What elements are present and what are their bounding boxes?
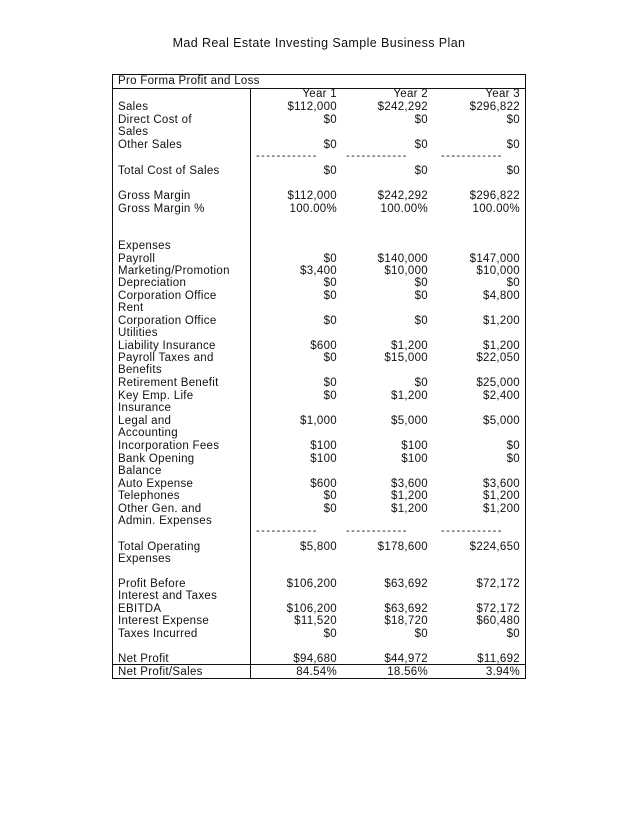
- row-label: Net Profit: [118, 653, 169, 665]
- row-value: $72,172: [476, 578, 520, 590]
- row-value: $3,600: [391, 478, 428, 490]
- row-value: $178,600: [377, 541, 428, 553]
- row-value: $1,200: [391, 503, 428, 515]
- row-value: $1,200: [483, 315, 520, 327]
- row-value: $22,050: [476, 352, 520, 364]
- row-value: 84.54%: [296, 666, 337, 678]
- row-label: Direct Cost of Sales: [118, 114, 192, 139]
- row-value: $0: [506, 139, 520, 151]
- row-value: $0: [414, 114, 428, 126]
- row-value: $15,000: [384, 352, 428, 364]
- row-value: $0: [414, 315, 428, 327]
- row-value: $4,800: [483, 290, 520, 302]
- row-label: Depreciation: [118, 277, 187, 289]
- row-label: Profit Before Interest and Taxes: [118, 578, 218, 603]
- row-value: $11,520: [294, 615, 337, 627]
- row-value: $106,200: [286, 578, 337, 590]
- row-value: $0: [323, 165, 337, 177]
- row-label: Liability Insurance: [118, 340, 216, 352]
- row-value: $0: [506, 277, 520, 289]
- document-title: Mad Real Estate Investing Sample Business Plan: [172, 36, 466, 50]
- row-value: $242,292: [377, 101, 428, 113]
- row-value: $11,692: [477, 653, 520, 665]
- row-label: Gross Margin %: [118, 203, 205, 215]
- row-label: Payroll: [118, 253, 156, 265]
- row-label: Retirement Benefit: [118, 377, 219, 389]
- row-value: $1,200: [391, 390, 428, 402]
- table-label-divider: [250, 89, 251, 679]
- row-label: Key Emp. Life Insurance: [118, 390, 194, 415]
- row-label: Total Cost of Sales: [118, 165, 220, 177]
- column-header: Year 3: [485, 88, 520, 100]
- row-label: EBITDA: [118, 603, 162, 615]
- row-value: $1,200: [391, 490, 428, 502]
- separator: ------------: [346, 150, 408, 162]
- row-value: $63,692: [384, 578, 428, 590]
- row-value: $0: [323, 490, 337, 502]
- row-value: $25,000: [476, 377, 520, 389]
- row-value: $140,000: [377, 253, 428, 265]
- row-value: $44,972: [384, 653, 428, 665]
- row-label: Corporation Office Utilities: [118, 315, 217, 340]
- row-value: $1,200: [483, 340, 520, 352]
- row-value: $94,680: [293, 653, 337, 665]
- row-label: Gross Margin: [118, 190, 191, 202]
- row-value: $1,200: [483, 490, 520, 502]
- row-label: Total Operating Expenses: [118, 541, 201, 566]
- row-value: $600: [310, 478, 337, 490]
- row-value: $1,000: [300, 415, 337, 427]
- row-value: $3,400: [300, 265, 337, 277]
- row-value: $0: [323, 290, 337, 302]
- row-value: $224,650: [469, 541, 520, 553]
- row-value: $0: [323, 139, 337, 151]
- row-value: $0: [323, 503, 337, 515]
- separator: ------------: [441, 150, 503, 162]
- row-value: $100: [310, 440, 337, 452]
- row-value: $72,172: [476, 603, 520, 615]
- row-value: $0: [323, 352, 337, 364]
- row-value: $3,600: [483, 478, 520, 490]
- row-value: $0: [323, 253, 337, 265]
- row-label: Incorporation Fees: [118, 440, 220, 452]
- row-label: Marketing/Promotion: [118, 265, 230, 277]
- row-label: Bank Opening Balance: [118, 453, 195, 478]
- row-value: $100: [310, 453, 337, 465]
- row-value: 100.00%: [380, 203, 428, 215]
- separator: ------------: [256, 150, 318, 162]
- row-label: Legal and Accounting: [118, 415, 178, 440]
- row-value: $0: [323, 377, 337, 389]
- row-value: $242,292: [377, 190, 428, 202]
- table-right-border: [525, 74, 526, 679]
- row-value: $0: [414, 628, 428, 640]
- row-value: $296,822: [469, 101, 520, 113]
- row-value: $0: [414, 290, 428, 302]
- column-header: Year 1: [302, 88, 337, 100]
- row-value: $0: [414, 165, 428, 177]
- row-value: 18.56%: [387, 666, 428, 678]
- row-value: $600: [310, 340, 337, 352]
- row-value: $0: [323, 277, 337, 289]
- row-label: Expenses: [118, 240, 171, 252]
- row-value: $100: [401, 453, 428, 465]
- column-header: Year 2: [393, 88, 428, 100]
- row-value: $10,000: [476, 265, 520, 277]
- row-value: $2,400: [483, 390, 520, 402]
- separator: ------------: [256, 525, 318, 537]
- row-value: $112,000: [287, 101, 337, 113]
- row-label: Other Gen. and Admin. Expenses: [118, 503, 212, 528]
- row-value: $0: [323, 315, 337, 327]
- row-value: $0: [323, 628, 337, 640]
- row-value: $5,000: [391, 415, 428, 427]
- row-value: $5,000: [483, 415, 520, 427]
- row-value: $147,000: [469, 253, 520, 265]
- separator: ------------: [346, 525, 408, 537]
- row-value: $0: [414, 139, 428, 151]
- row-value: $296,822: [469, 190, 520, 202]
- row-value: $0: [506, 453, 520, 465]
- row-value: $60,480: [476, 615, 520, 627]
- row-value: $0: [506, 165, 520, 177]
- row-value: 3.94%: [485, 666, 520, 678]
- row-label: Auto Expense: [118, 478, 194, 490]
- row-value: $112,000: [287, 190, 337, 202]
- row-value: $106,200: [286, 603, 337, 615]
- row-value: $0: [414, 377, 428, 389]
- row-value: $1,200: [483, 503, 520, 515]
- row-label: Other Sales: [118, 139, 183, 151]
- row-label: Net Profit/Sales: [118, 666, 203, 678]
- row-label: Telephones: [118, 490, 180, 502]
- section-title: Pro Forma Profit and Loss: [118, 75, 260, 87]
- row-value: $0: [323, 114, 337, 126]
- row-value: $0: [506, 440, 520, 452]
- row-value: $0: [323, 390, 337, 402]
- separator: ------------: [441, 525, 503, 537]
- table-left-border: [112, 74, 113, 679]
- row-label: Corporation Office Rent: [118, 290, 217, 315]
- row-value: 100.00%: [289, 203, 337, 215]
- row-value: $10,000: [384, 265, 428, 277]
- row-value: $0: [506, 628, 520, 640]
- row-value: $0: [506, 114, 520, 126]
- row-value: $100: [401, 440, 428, 452]
- row-value: 100.00%: [472, 203, 520, 215]
- row-value: $18,720: [384, 615, 428, 627]
- row-label: Payroll Taxes and Benefits: [118, 352, 214, 377]
- row-label: Interest Expense: [118, 615, 210, 627]
- row-value: $5,800: [300, 541, 337, 553]
- row-value: $1,200: [391, 340, 428, 352]
- row-value: $63,692: [384, 603, 428, 615]
- row-label: Taxes Incurred: [118, 628, 198, 640]
- row-label: Sales: [118, 101, 149, 113]
- row-value: $0: [414, 277, 428, 289]
